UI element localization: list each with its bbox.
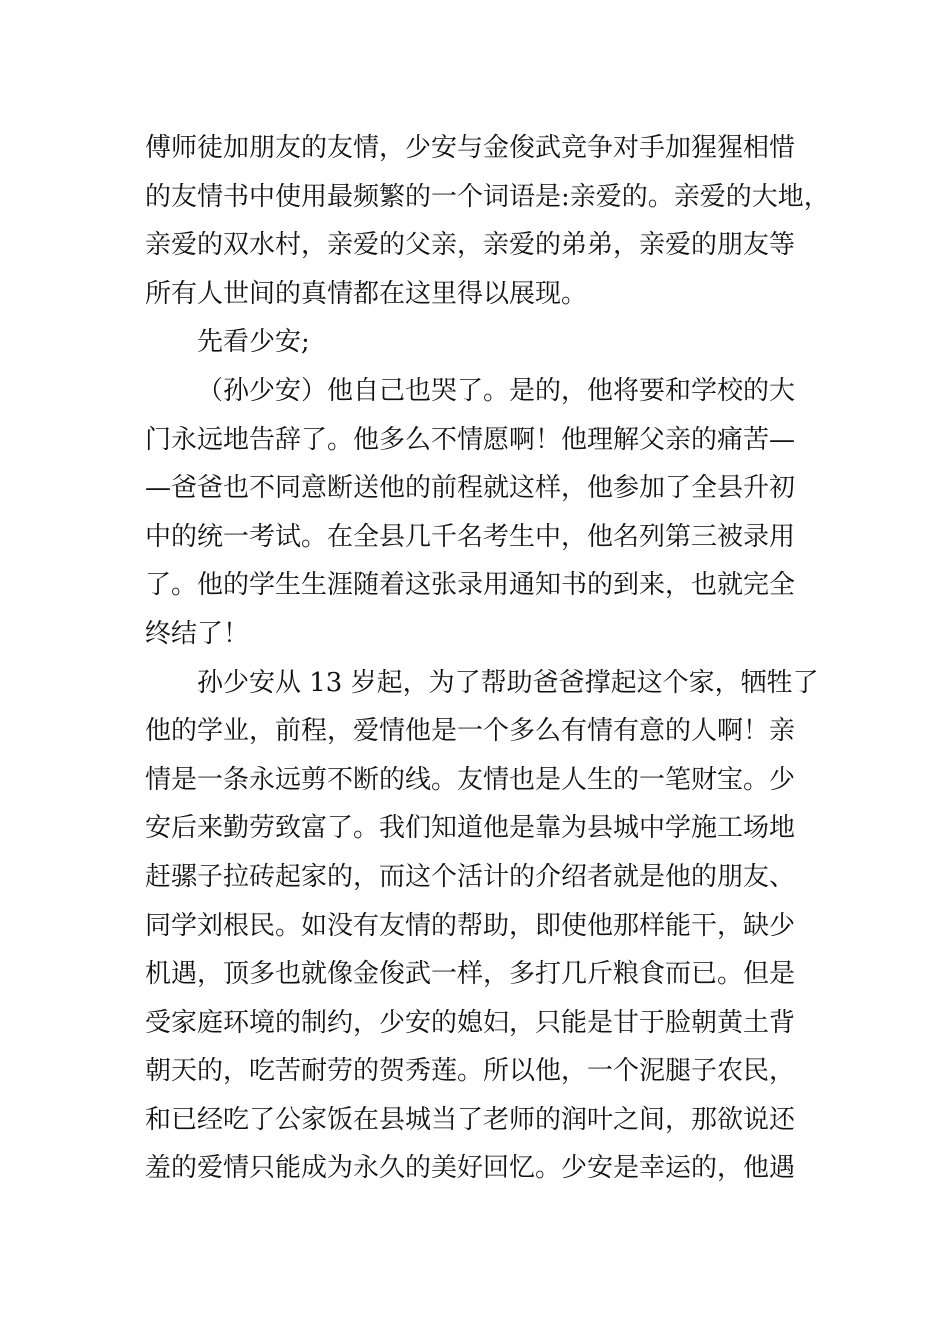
text-line: 羞的爱情只能成为永久的美好回忆。少安是幸运的，他遇 <box>145 1153 796 1184</box>
text-line: 安后来勤劳致富了。我们知道他是靠为县城中学施工场地 <box>145 813 796 844</box>
text-line: 情是一条永远剪不断的线。友情也是人生的一笔财宝。少 <box>145 764 796 795</box>
text-line: 朝天的，吃苦耐劳的贺秀莲。所以他，一个泥腿子农民， <box>145 1056 796 1087</box>
text-line: —爸爸也不同意断送他的前程就这样，他参加了全县升初 <box>145 473 796 504</box>
document-body <box>145 124 830 1193</box>
paragraph-start-line: （孙少安）他自己也哭了。是的，他将要和学校的大 <box>197 375 796 406</box>
paragraph-start-line: 孙少安从 13 岁起，为了帮助爸爸撑起这个家，牺牲了 <box>197 667 819 698</box>
text-line: 机遇，顶多也就像金俊武一样，多打几斤粮食而已。但是 <box>145 959 796 990</box>
text-line: 所有人世间的真情都在这里得以展现。 <box>145 278 588 309</box>
text-line: 门永远地告辞了。他多么不情愿啊！他理解父亲的痛苦— <box>145 424 796 455</box>
text-line: 傅师徒加朋友的友情，少安与金俊武竞争对手加猩猩相惜 <box>145 133 796 163</box>
text-line: 同学刘根民。如没有友情的帮助，即使他那样能干，缺少 <box>145 910 796 941</box>
text-line: 了。他的学生生涯随着这张录用通知书的到来，也就完全 <box>145 570 796 601</box>
text-line: 他的学业，前程，爱情他是一个多么有情有意的人啊！亲 <box>145 716 796 747</box>
text-line: 中的统一考试。在全县几千名考生中，他名列第三被录用 <box>145 521 796 552</box>
text-line: 终结了！ <box>145 618 250 649</box>
paragraph-start-line: 先看少安; <box>197 327 310 358</box>
text-line: 受家庭环境的制约，少安的媳妇，只能是甘于脸朝黄土背 <box>145 1007 796 1038</box>
text-line: 赶骡子拉砖起家的，而这个活计的介绍者就是他的朋友、 <box>145 861 796 892</box>
text-line: 的友情书中使用最频繁的一个词语是:亲爱的。亲爱的大地， <box>145 181 830 212</box>
text-line: 和已经吃了公家饭在县城当了老师的润叶之间，那欲说还 <box>145 1104 796 1135</box>
text-line: 亲爱的双水村，亲爱的父亲，亲爱的弟弟，亲爱的朋友等 <box>145 230 796 261</box>
